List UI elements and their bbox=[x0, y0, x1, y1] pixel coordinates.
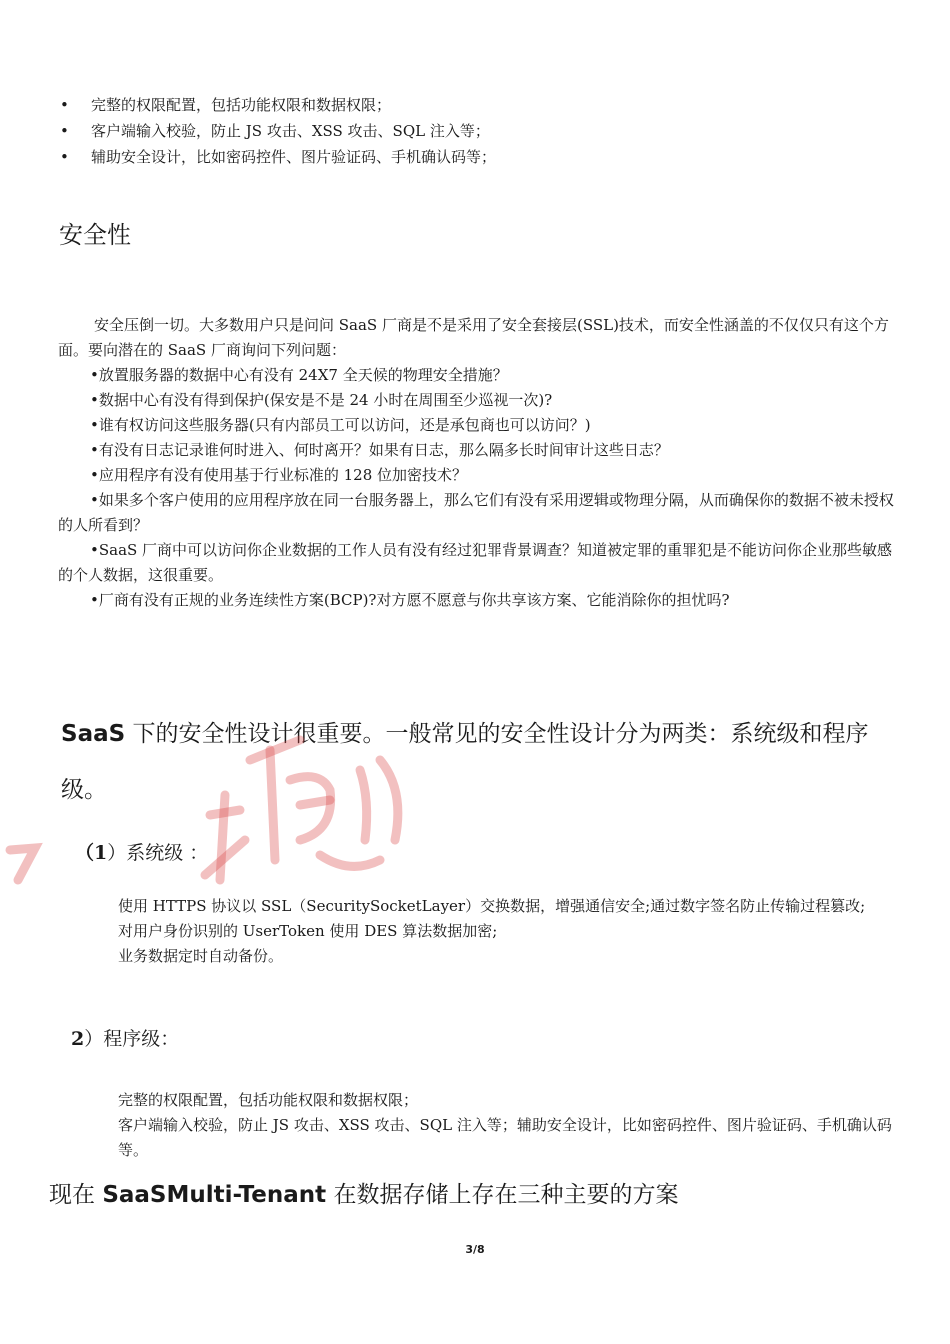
list-item-text: 客户端输入校验，防止 JS 攻击、XSS 攻击、SQL 注入等； bbox=[91, 122, 490, 140]
program-level-list bbox=[118, 1088, 898, 1163]
question-item: •数据中心有没有得到保护(保安是不是 24 小时在周围至少巡视一次)? bbox=[90, 391, 553, 409]
question-item: •放置服务器的数据中心有没有 24X7 全天候的物理安全措施？ bbox=[90, 366, 508, 384]
section-heading-security: 安全性 bbox=[59, 221, 131, 249]
page-number: 3/8 bbox=[465, 1243, 485, 1256]
question-item: •SaaS 厂商中可以访问你企业数据的工作人员有没有经过犯罪背景调查？知道被定罪的重罪犯是不能访问你企业那些敏感的个人数据，这很重要。 bbox=[58, 541, 893, 584]
list-item bbox=[60, 118, 920, 144]
question-item: •谁有权访问这些服务器(只有内部员工可以访问，还是承包商也可以访问？) bbox=[90, 416, 591, 434]
bullet-icon: • bbox=[60, 148, 69, 166]
question-item: •如果多个客户使用的应用程序放在同一台服务器上，那么它们有没有采用逻辑或物理分隔，从而确保你的数据不被未授权的人所看到？ bbox=[58, 491, 894, 534]
multi-tenant-bold: SaaSMulti-Tenant bbox=[102, 1182, 327, 1208]
bullet-icon: • bbox=[60, 122, 69, 140]
list-item: 业务数据定时自动备份。 bbox=[118, 947, 284, 965]
intro-paragraph: 安全压倒一切。大多数用户只是问问 SaaS 厂商是不是采用了安全套接层(SSL)技术，而安全性涵盖的不仅仅只有这个方面。要向潜在的 SaaS 厂商询问下列问题： bbox=[58, 316, 889, 359]
question-item: •厂商有没有正规的业务连续性方案(BCP)?对方愿不愿意与你共享该方案、它能消除你的担忧吗? bbox=[90, 591, 730, 609]
list-item: 完整的权限配置，包括功能权限和数据权限； bbox=[118, 1091, 419, 1109]
program-level-number: 2 bbox=[71, 1028, 85, 1050]
list-item: 使用 HTTPS 协议以 SSL（SecuritySocketLayer）交换数据，增强通信安全;通过数字签名防止传输过程篡改; bbox=[118, 897, 866, 915]
list-item bbox=[60, 144, 920, 170]
program-level-label: ）程序级： bbox=[84, 1028, 180, 1050]
system-level-heading bbox=[75, 838, 208, 868]
question-item: •应用程序有没有使用基于行业标准的 128 位加密技术？ bbox=[90, 466, 468, 484]
multi-tenant-pre: 现在 bbox=[49, 1182, 103, 1208]
system-level-label: ）系统级 ： bbox=[107, 842, 209, 864]
question-item: •有没有日志记录谁何时进入、何时离开？如果有日志，那么隔多长时间审计这些日志？ bbox=[90, 441, 669, 459]
program-level-heading bbox=[71, 1024, 179, 1054]
multi-tenant-heading bbox=[49, 1177, 678, 1213]
multi-tenant-post: 在数据存储上存在三种主要的方案 bbox=[326, 1182, 679, 1208]
list-item bbox=[60, 92, 920, 118]
top-bullet-list bbox=[60, 92, 920, 170]
system-level-number: （1 bbox=[75, 842, 108, 864]
question-list bbox=[58, 363, 900, 613]
list-item-text: 完整的权限配置，包括功能权限和数据权限； bbox=[91, 96, 392, 114]
saas-design-text: 下的安全性设计很重要。一般常见的安全性设计分为两类：系统级和程序级。 bbox=[61, 721, 869, 803]
system-level-list bbox=[118, 894, 898, 969]
list-item: 客户端输入校验，防止 JS 攻击、XSS 攻击、SQL 注入等；辅助安全设计，比如密码控件、图片验证码、手机确认码等。 bbox=[118, 1116, 892, 1159]
saas-design-paragraph bbox=[61, 706, 901, 818]
list-item-text: 辅助安全设计，比如密码控件、图片验证码、手机确认码等； bbox=[91, 148, 497, 166]
list-item: 对用户身份识别的 UserToken 使用 DES 算法数据加密; bbox=[118, 922, 498, 940]
bullet-icon: • bbox=[60, 96, 69, 114]
saas-bold: SaaS bbox=[61, 721, 126, 747]
